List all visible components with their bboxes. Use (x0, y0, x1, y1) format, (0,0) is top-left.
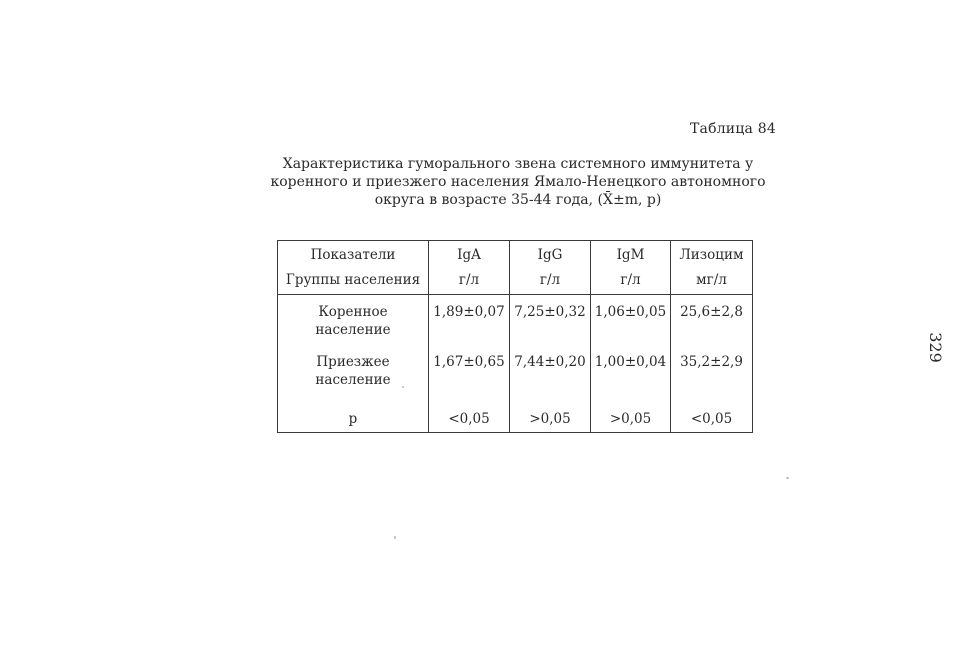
p-lysozyme: <0,05 (671, 409, 753, 433)
p-igg: >0,05 (510, 409, 591, 433)
group-label-line2: население (315, 322, 391, 338)
header-igg: IgG (510, 241, 591, 269)
value-lysozyme: 25,6±2,8 (671, 295, 753, 347)
table-row-native (278, 295, 753, 347)
value-igm: 1,00±0,04 (591, 347, 671, 409)
group-label-line1: Коренное (318, 304, 388, 320)
value-igm: 1,06±0,05 (591, 295, 671, 347)
value-lysozyme: 35,2±2,9 (671, 347, 753, 409)
immunity-table (277, 240, 753, 433)
unit-lysozyme: мг/л (671, 269, 753, 295)
page-number: 329 (925, 332, 945, 363)
table-row-newcomer (278, 347, 753, 409)
group-cell (278, 347, 429, 409)
table-caption (268, 155, 768, 209)
scan-speck (786, 477, 789, 479)
caption-line-2: коренного и приезжего населения Ямало-Ненецкого автономного (270, 174, 766, 190)
header-iga: IgA (429, 241, 510, 269)
p-iga: <0,05 (429, 409, 510, 433)
unit-iga: г/л (429, 269, 510, 295)
value-iga: 1,67±0,65 (429, 347, 510, 409)
scan-speck (394, 536, 396, 539)
header-row-indicators (278, 241, 753, 269)
caption-line-1: Характеристика гуморального звена системного иммунитета у (282, 156, 754, 172)
p-label: p (348, 410, 358, 427)
caption-line-3: округа в возрасте 35-44 года, (X̄±m, p) (374, 192, 662, 208)
group-label-line1: Приезжее (316, 353, 390, 370)
value-iga: 1,89±0,07 (429, 295, 510, 347)
group-cell (278, 295, 429, 347)
value-igg: 7,44±0,20 (510, 347, 591, 409)
unit-igg: г/л (510, 269, 591, 295)
header-row-units (278, 269, 753, 295)
group-label-line2: население (315, 371, 391, 388)
header-population-groups: Группы населения (278, 269, 429, 295)
p-igm: >0,05 (591, 409, 671, 433)
table-number: Таблица 84 (690, 121, 776, 137)
header-indicators: Показатели (310, 247, 396, 263)
scan-speck (402, 386, 404, 388)
header-igm: IgM (591, 241, 671, 269)
unit-igm: г/л (591, 269, 671, 295)
header-lysozyme: Лизоцим (671, 241, 753, 269)
table-row-p-value (278, 409, 753, 433)
value-igg: 7,25±0,32 (510, 295, 591, 347)
